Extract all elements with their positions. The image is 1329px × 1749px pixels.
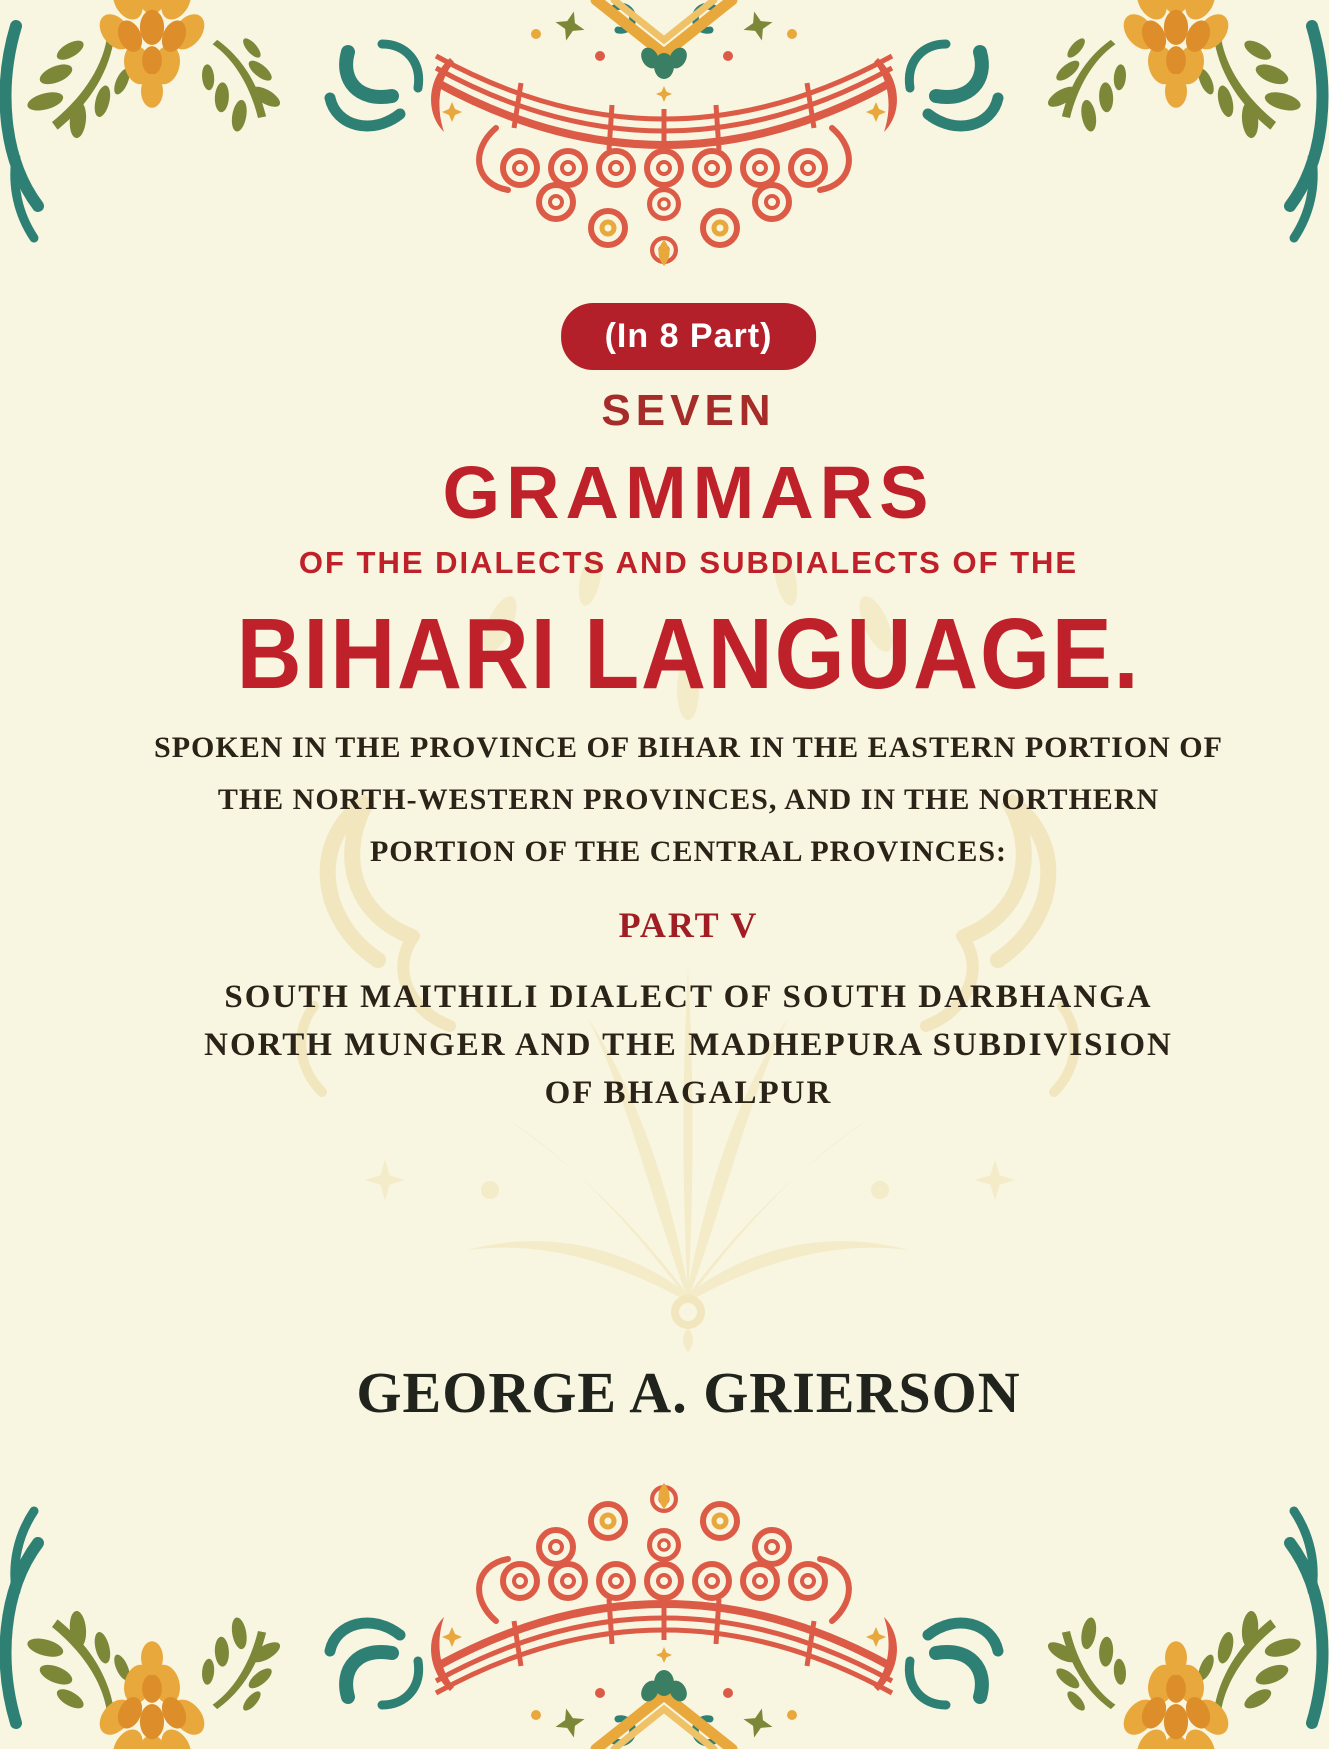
region-description-line-3: PORTION OF THE CENTRAL PROVINCES: bbox=[369, 835, 1008, 868]
title-seven: SEVEN bbox=[601, 386, 776, 435]
author-name: GEORGE A. GRIERSON bbox=[356, 1360, 1021, 1425]
top-floral-border bbox=[6, 0, 1323, 266]
region-description-line-1: SPOKEN IN THE PROVINCE OF BIHAR IN THE EASTERN PORTION OF bbox=[154, 731, 1223, 764]
region-description-line-2: THE NORTH-WESTERN PROVINCES, AND IN THE NORTHERN bbox=[217, 783, 1160, 816]
bottom-floral-border bbox=[6, 1483, 1323, 1749]
dialect-subtitle bbox=[24, 973, 1329, 1117]
part-label: PART V bbox=[618, 905, 759, 945]
title-subheading: OF THE DIALECTS AND SUBDIALECTS OF THE bbox=[298, 545, 1079, 580]
dialect-subtitle-line-1: SOUTH MAITHILI DIALECT OF SOUTH DARBHANGA bbox=[224, 979, 1153, 1015]
part-count-badge: (In 8 Part) bbox=[561, 303, 817, 370]
dialect-subtitle-line-3: OF BHAGALPUR bbox=[544, 1075, 833, 1111]
title-bihari-language: BIHARI LANGUAGE. bbox=[236, 598, 1141, 710]
dialect-subtitle-line-2: NORTH MUNGER AND THE MADHEPURA SUBDIVISION bbox=[204, 1027, 1173, 1063]
region-description bbox=[24, 722, 1329, 878]
title-grammars: GRAMMARS bbox=[442, 451, 935, 534]
